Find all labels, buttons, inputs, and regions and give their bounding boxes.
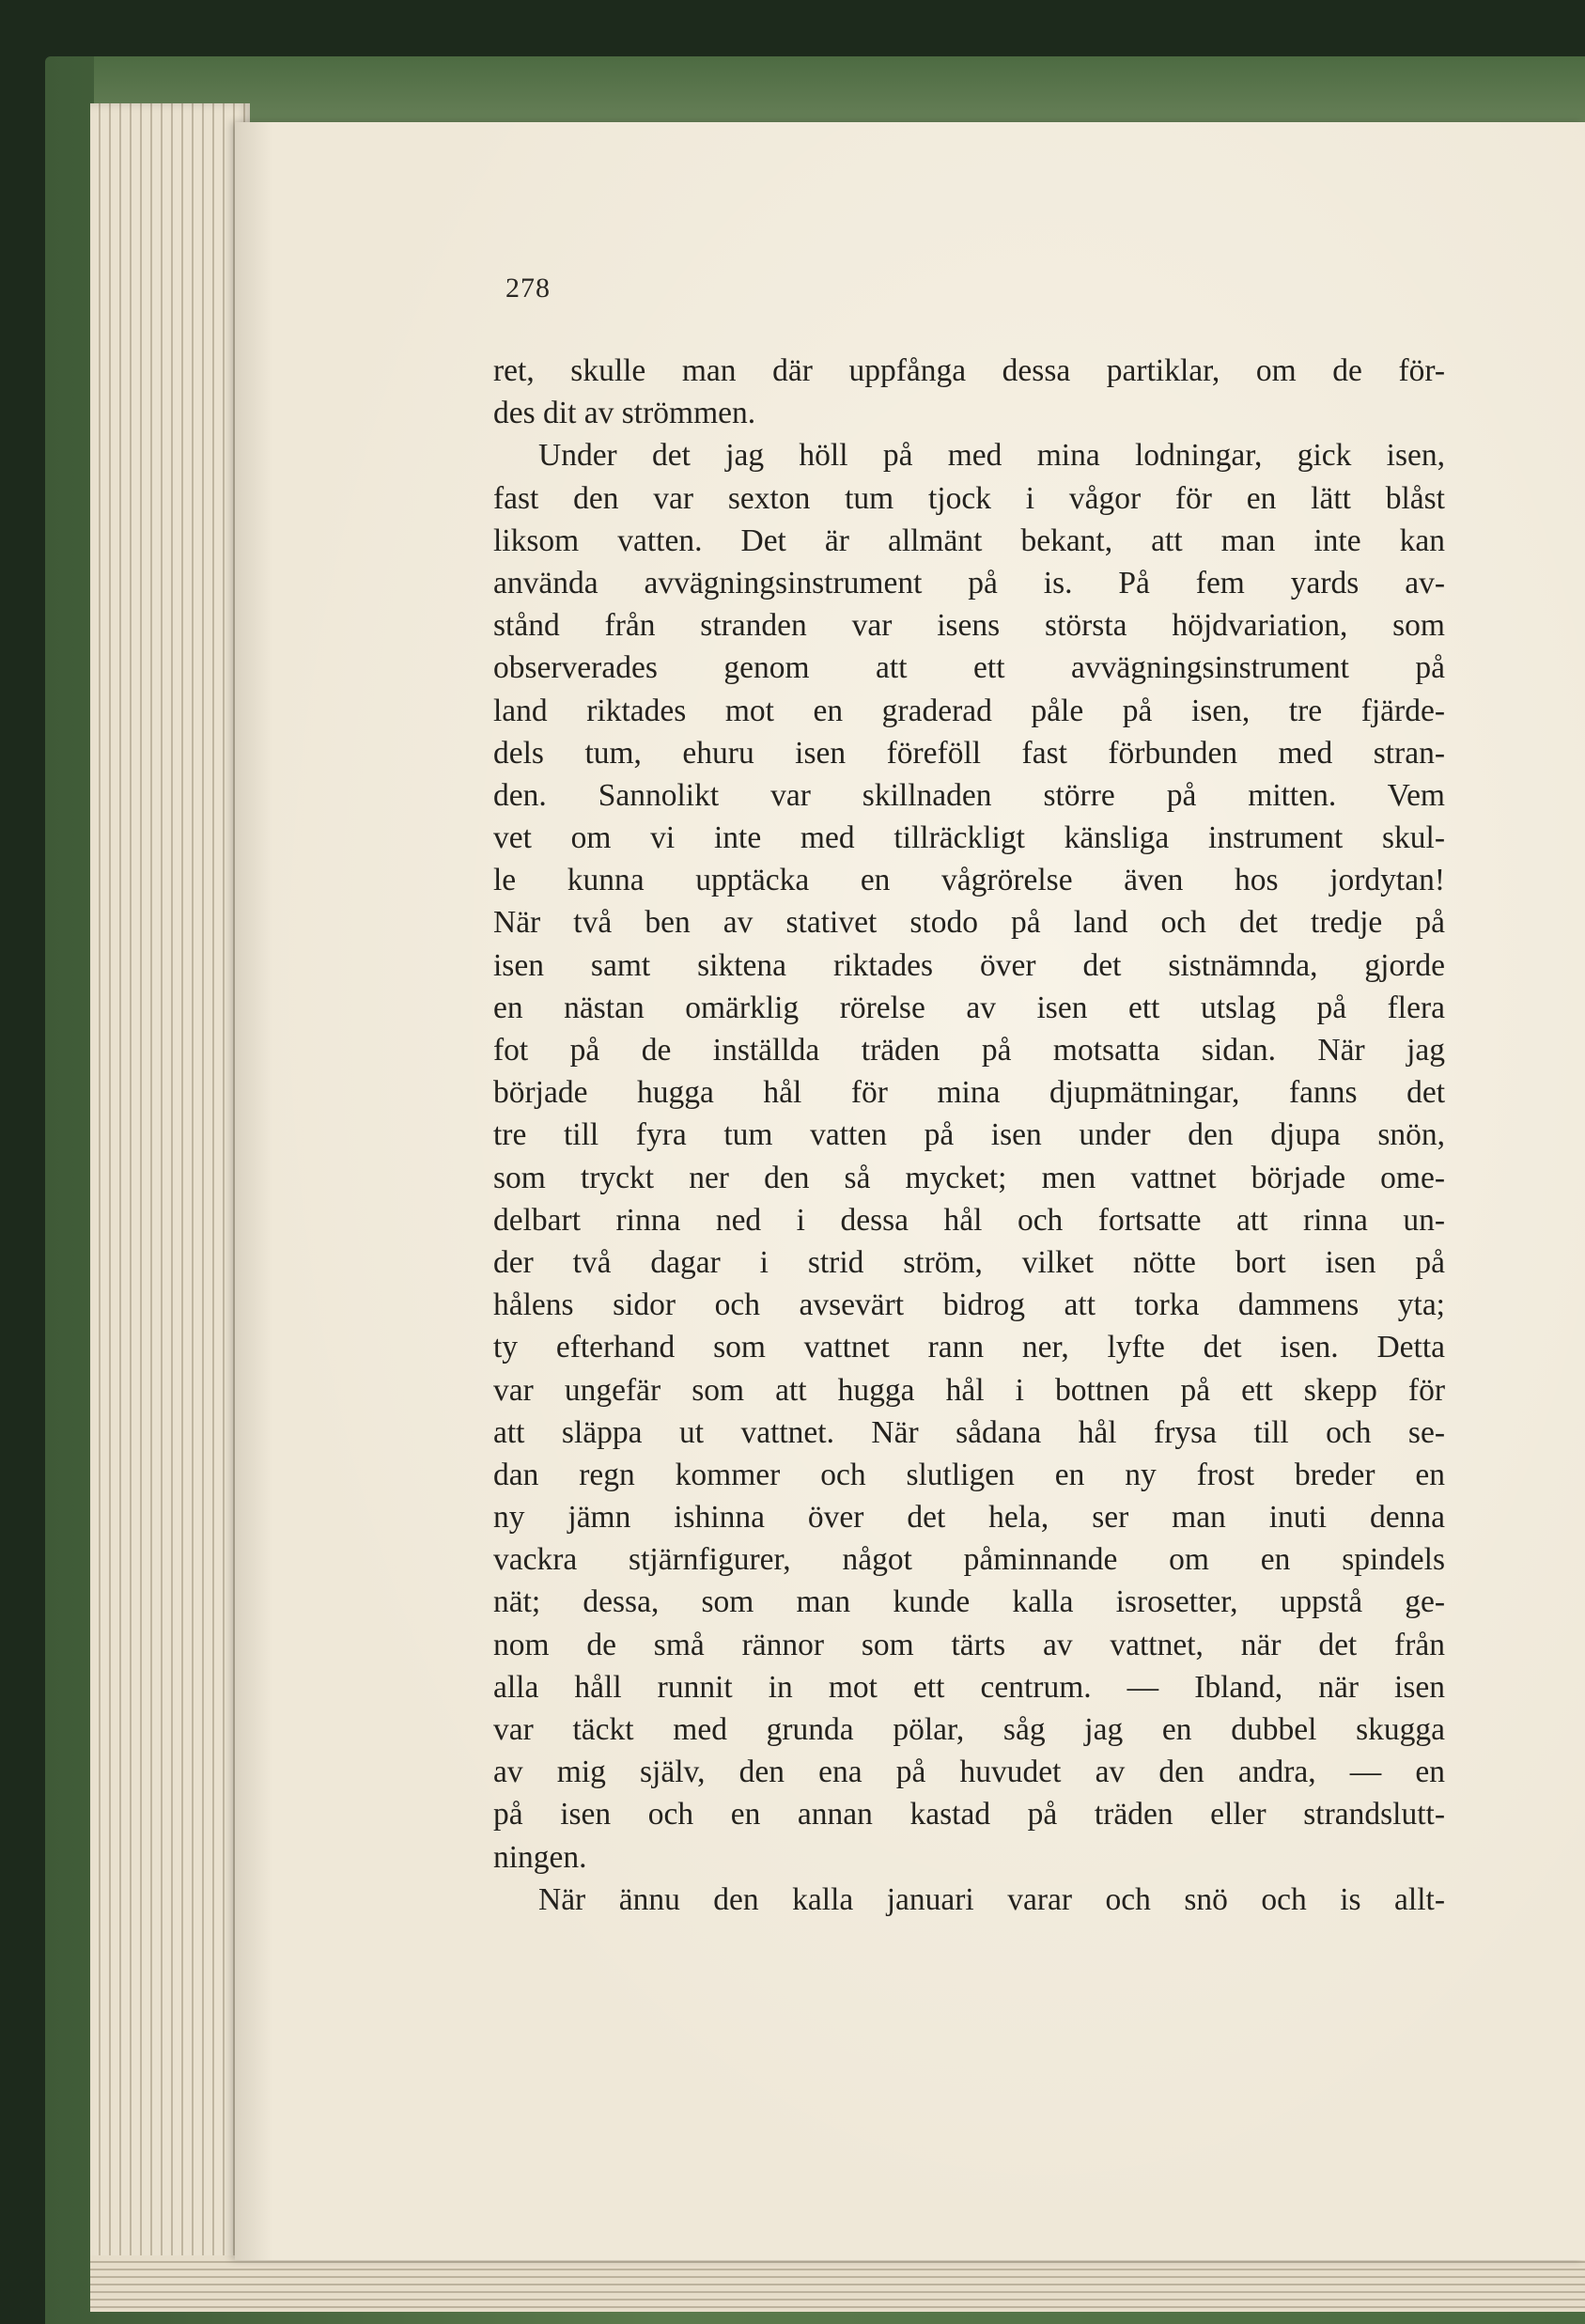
book-cover-top bbox=[94, 56, 1585, 122]
text-line: ningen. bbox=[493, 1839, 587, 1875]
text-line: Under det jag höll på med mina lodningar, gick isen, bbox=[538, 438, 1445, 474]
text-line: av mig själv, den ena på huvudet av den andra, — en bbox=[493, 1755, 1445, 1790]
text-line: började hugga hål för mina djupmätningar, fanns det bbox=[493, 1075, 1445, 1111]
text-line: observerades genom att ett avvägningsinstrument på bbox=[493, 650, 1445, 686]
text-line: på isen och en annan kastad på träden eller strandslutt- bbox=[493, 1797, 1445, 1833]
text-line: fot på de inställda träden på motsatta sidan. När jag bbox=[493, 1033, 1445, 1068]
text-line: alla håll runnit in mot ett centrum. — Ibland, när isen bbox=[493, 1669, 1445, 1705]
text-line: När två ben av stativet stodo på land och det tredje på bbox=[493, 905, 1445, 941]
text-line: dan regn kommer och slutligen en ny frost breder en bbox=[493, 1457, 1445, 1492]
text-line: fast den var sexton tum tjock i vågor för en lätt blåst bbox=[493, 480, 1445, 516]
text-line: hålens sidor och avsevärt bidrog att torka dammens yta; bbox=[493, 1287, 1445, 1323]
text-line: en nästan omärklig rörelse av isen ett utslag på flera bbox=[493, 990, 1445, 1025]
text-line: le kunna upptäcka en vågrörelse även hos jordytan! bbox=[493, 863, 1445, 898]
text-line: nät; dessa, som man kunde kalla isrosetter, uppstå ge- bbox=[493, 1584, 1445, 1620]
body-text bbox=[493, 350, 1445, 1921]
text-line: stånd från stranden var isens största höjdvariation, som bbox=[493, 608, 1445, 644]
text-line: ny jämn ishinna över det hela, ser man inuti denna bbox=[493, 1500, 1445, 1536]
text-line: När ännu den kalla januari varar och snö och is allt- bbox=[538, 1881, 1445, 1917]
text-line: vet om vi inte med tillräckligt känsliga instrument skul- bbox=[493, 820, 1445, 856]
text-line: ret, skulle man där uppfånga dessa partiklar, om de för- bbox=[493, 353, 1445, 388]
text-line: var täckt med grunda pölar, såg jag en dubbel skugga bbox=[493, 1712, 1445, 1747]
text-line: den. Sannolikt var skillnaden större på mitten. Vem bbox=[493, 777, 1445, 813]
page-number: 278 bbox=[505, 273, 551, 304]
text-line: land riktades mot en graderad påle på isen, tre fjärde- bbox=[493, 693, 1445, 728]
text-line: som tryckt ner den så mycket; men vattnet började ome- bbox=[493, 1160, 1445, 1195]
text-line: isen samt siktena riktades över det sistnämnda, gjorde bbox=[493, 947, 1445, 983]
text-line: ty efterhand som vattnet rann ner, lyfte det isen. Detta bbox=[493, 1330, 1445, 1365]
text-line: delbart rinna ned i dessa hål och fortsatte att rinna un- bbox=[493, 1202, 1445, 1238]
text-line: använda avvägningsinstrument på is. På fem yards av- bbox=[493, 565, 1445, 600]
text-line: att släppa ut vattnet. När sådana hål frysa till och se- bbox=[493, 1414, 1445, 1450]
page-edges bbox=[90, 103, 250, 2293]
text-line: liksom vatten. Det är allmänt bekant, att man inte kan bbox=[493, 523, 1445, 558]
text-line: nom de små rännor som tärts av vattnet, när det från bbox=[493, 1627, 1445, 1662]
text-line: des dit av strömmen. bbox=[493, 396, 756, 431]
text-line: der två dagar i strid ström, vilket nötte bort isen på bbox=[493, 1244, 1445, 1280]
text-line: dels tum, ehuru isen föreföll fast förbunden med stran- bbox=[493, 735, 1445, 771]
text-line: tre till fyra tum vatten på isen under den djupa snön, bbox=[493, 1117, 1445, 1153]
text-line: var ungefär som att hugga hål i bottnen på ett skepp för bbox=[493, 1372, 1445, 1408]
text-line: vackra stjärnfigurer, något påminnande om en spindels bbox=[493, 1542, 1445, 1578]
page-edges-bottom bbox=[90, 2255, 1585, 2312]
